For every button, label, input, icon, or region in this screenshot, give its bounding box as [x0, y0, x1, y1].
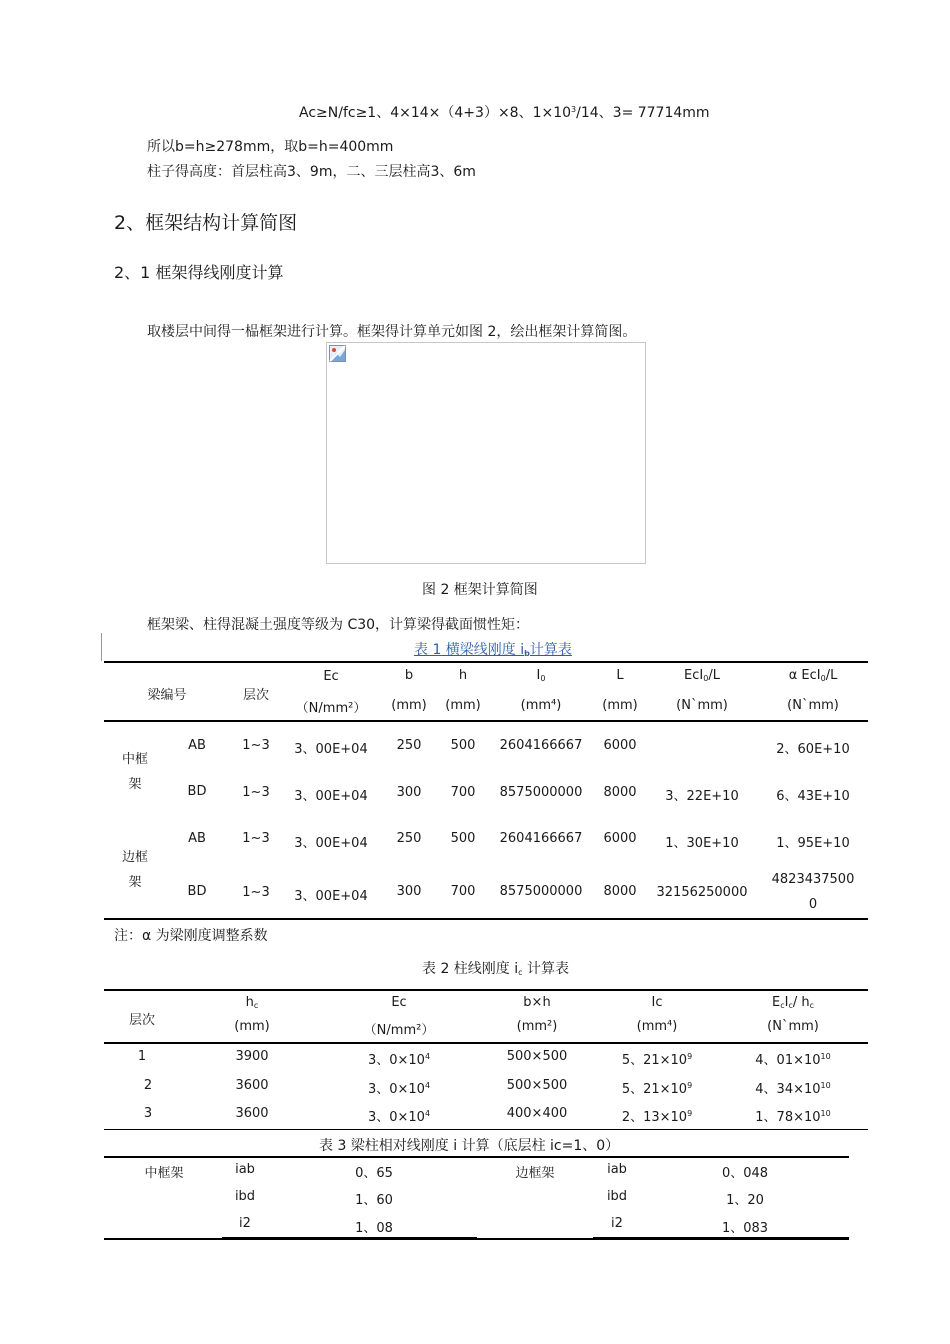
column-height-line: 柱子得高度：首层柱高3、9m，二、三层柱高3、6m [147, 164, 476, 180]
header-ecic: $E_cI_c/$ $h_c$ [771, 995, 815, 1010]
cell-ecic: 4、$34\times 10^{10}$ [755, 1081, 831, 1097]
cell-i0: 8575000000 [499, 884, 583, 899]
header-h-unit: (mm) [445, 698, 481, 713]
header-ec-unit: （N/mm²） [363, 1023, 435, 1038]
header-i0: $I_0$ [536, 668, 546, 683]
cell-label: iab [235, 1162, 255, 1177]
cell-b: 250 [396, 831, 422, 846]
cell-value: 1、08 [355, 1221, 393, 1236]
cell-h: 500 [450, 738, 476, 753]
table-1-header-rule [104, 720, 868, 722]
cell-value: 1、083 [721, 1221, 769, 1236]
cell-hc: 3900 [235, 1049, 269, 1064]
cell-l: 6000 [603, 831, 637, 846]
cell-alpha-eci-wrap: 0 [808, 897, 818, 912]
header-hc-unit: (mm) [234, 1019, 270, 1034]
cell-floor: 1~3 [242, 785, 270, 800]
header-beam-no: 梁编号 [147, 688, 187, 703]
table-1-title[interactable]: 表 1 横梁线刚度 $i_b$计算表 [414, 642, 572, 658]
cell-floor: 3 [143, 1106, 153, 1121]
cell-label: i2 [239, 1216, 251, 1231]
cell-b: 300 [396, 785, 422, 800]
header-bh: b×h [523, 995, 551, 1010]
header-ic: Ic [651, 995, 663, 1010]
cell-i0: 2604166667 [499, 831, 583, 846]
table-2-bottom-rule [104, 1129, 868, 1130]
cell-ec: 3、00E+04 [294, 789, 368, 804]
figure-caption: 图 2 框架计算简图 [422, 582, 538, 598]
cell-l: 8000 [603, 785, 637, 800]
cell-floor: 1~3 [242, 831, 270, 846]
header-ic-unit: (mm⁴) [636, 1019, 678, 1034]
cell-l: 6000 [603, 738, 637, 753]
cell-ecic: 4、$01\times 10^{10}$ [755, 1052, 831, 1068]
cell-b: 250 [396, 738, 422, 753]
cell-eci: 3、22E+10 [665, 789, 739, 804]
header-eci: EcI$_0$/L [684, 668, 720, 683]
header-i0-unit: (mm⁴) [520, 698, 562, 713]
table-1-top-rule [104, 661, 868, 663]
cell-eci: 1、30E+10 [665, 836, 739, 851]
cell-bh: 500×500 [506, 1049, 568, 1064]
cell-floor: 2 [143, 1078, 153, 1093]
cell-label: ibd [606, 1189, 628, 1204]
formula-exponent: 3 [571, 105, 577, 114]
header-alpha-eci: α EcI$_0$/L [788, 668, 838, 683]
table-2-top-rule [104, 989, 868, 991]
table-2-title: 表 2 柱线刚度 $i_c$ 计算表 [422, 961, 570, 977]
table-1-bottom-rule [104, 918, 868, 920]
group-middle-frame: 中框架 [144, 1166, 184, 1181]
table-3-title: 表 3 梁柱相对线刚度 i 计算（底层柱 ic=1、0） [319, 1138, 620, 1154]
cell-i0: 2604166667 [499, 738, 583, 753]
frame-diagram-image [326, 342, 646, 564]
table-3-top-rule [104, 1156, 849, 1158]
cell-value: 1、20 [726, 1193, 764, 1208]
cell-h: 700 [450, 884, 476, 899]
table-2-header-rule [104, 1042, 868, 1044]
header-eci-unit: (N`mm) [676, 698, 728, 713]
cell-value: 0、65 [355, 1166, 393, 1181]
cell-label: i2 [611, 1216, 623, 1231]
header-bh-unit: (mm²) [516, 1019, 558, 1034]
formula-line [299, 102, 710, 122]
header-ec: Ec [391, 995, 407, 1010]
cell-alpha-eci: 2、60E+10 [776, 742, 850, 757]
cell-alpha-eci: 1、95E+10 [776, 836, 850, 851]
header-ecic-unit: (N`mm) [767, 1019, 819, 1034]
cell-ic: 5、$21\times 10^9$ [621, 1081, 693, 1097]
group-edge-frame-l1: 边框 [121, 850, 149, 865]
cell-eci: 32156250000 [656, 885, 748, 900]
cell-value: 1、60 [355, 1193, 393, 1208]
broken-image-icon [329, 345, 346, 362]
group-middle-frame-l2: 架 [128, 777, 142, 792]
cell-floor: 1~3 [242, 885, 270, 900]
cell-ic: 5、$21\times 10^9$ [621, 1052, 693, 1068]
cell-id: BD [187, 784, 207, 799]
header-alpha-eci-unit: (N`mm) [787, 698, 839, 713]
cell-ec: 3、$0\times 10^4$ [367, 1109, 431, 1125]
cell-h: 500 [450, 831, 476, 846]
cell-b: 300 [396, 884, 422, 899]
cell-ic: 2、$13\times 10^9$ [621, 1109, 693, 1125]
header-floor: 层次 [128, 1013, 156, 1028]
table-1-left-mark [101, 633, 102, 661]
cell-ec: 3、00E+04 [294, 742, 368, 757]
cell-h: 700 [450, 785, 476, 800]
section-heading: 2、框架结构计算简图 [114, 212, 298, 234]
cell-bh: 400×400 [506, 1106, 568, 1121]
cell-floor: 1~3 [242, 738, 270, 753]
cell-alpha-eci: 6、43E+10 [776, 789, 850, 804]
cell-alpha-eci: 4823437500 [771, 872, 855, 887]
size-line: 所以b=h≥278mm，取b=h=400mm [147, 139, 394, 155]
cell-label: iab [607, 1162, 627, 1177]
cell-label: ibd [234, 1189, 256, 1204]
cell-id: BD [187, 884, 207, 899]
cell-hc: 3600 [235, 1106, 269, 1121]
cell-floor: 1 [137, 1049, 147, 1064]
cell-i0: 8575000000 [499, 785, 583, 800]
cell-ec: 3、$0\times 10^4$ [367, 1052, 431, 1068]
table-3-bottom-rule [104, 1238, 849, 1240]
cell-ecic: 1、$78\times 10^{10}$ [755, 1109, 831, 1125]
group-middle-frame-l1: 中框 [121, 752, 149, 767]
header-l: L [616, 668, 624, 683]
cell-ec: 3、00E+04 [294, 836, 368, 851]
header-ec-unit: （N/mm²） [295, 701, 367, 716]
formula-text: Ac≥N/fc≥1、4×14×（4+3）×8、1×10 [299, 105, 572, 121]
table-1-note: 注：α 为梁刚度调整系数 [114, 928, 268, 944]
header-b: b [404, 668, 414, 683]
formula-tail: /14、3= 77714mm [576, 105, 710, 121]
subsection-heading: 2、1 框架得线刚度计算 [114, 263, 284, 282]
concrete-paragraph: 框架梁、柱得混凝土强度等级为 C30，计算梁得截面惯性矩： [147, 617, 530, 633]
header-floor: 层次 [242, 688, 270, 703]
cell-ec: 3、$0\times 10^4$ [367, 1081, 431, 1097]
cell-hc: 3600 [235, 1078, 269, 1093]
cell-l: 8000 [603, 884, 637, 899]
cell-ec: 3、00E+04 [294, 889, 368, 904]
header-b-unit: (mm) [391, 698, 427, 713]
cell-bh: 500×500 [506, 1078, 568, 1093]
header-hc: $h_c$ [245, 995, 259, 1010]
cell-id: AB [188, 738, 206, 753]
header-h: h [458, 668, 468, 683]
cell-id: AB [188, 831, 206, 846]
group-edge-frame-l2: 架 [128, 875, 142, 890]
header-ec: Ec [323, 669, 339, 684]
group-edge-frame: 边框架 [515, 1166, 555, 1181]
header-l-unit: (mm) [602, 698, 638, 713]
cell-value: 0、048 [721, 1166, 769, 1181]
intro-paragraph: 取楼层中间得一榀框架进行计算。框架得计算单元如图 2，绘出框架计算简图。 [147, 324, 637, 340]
